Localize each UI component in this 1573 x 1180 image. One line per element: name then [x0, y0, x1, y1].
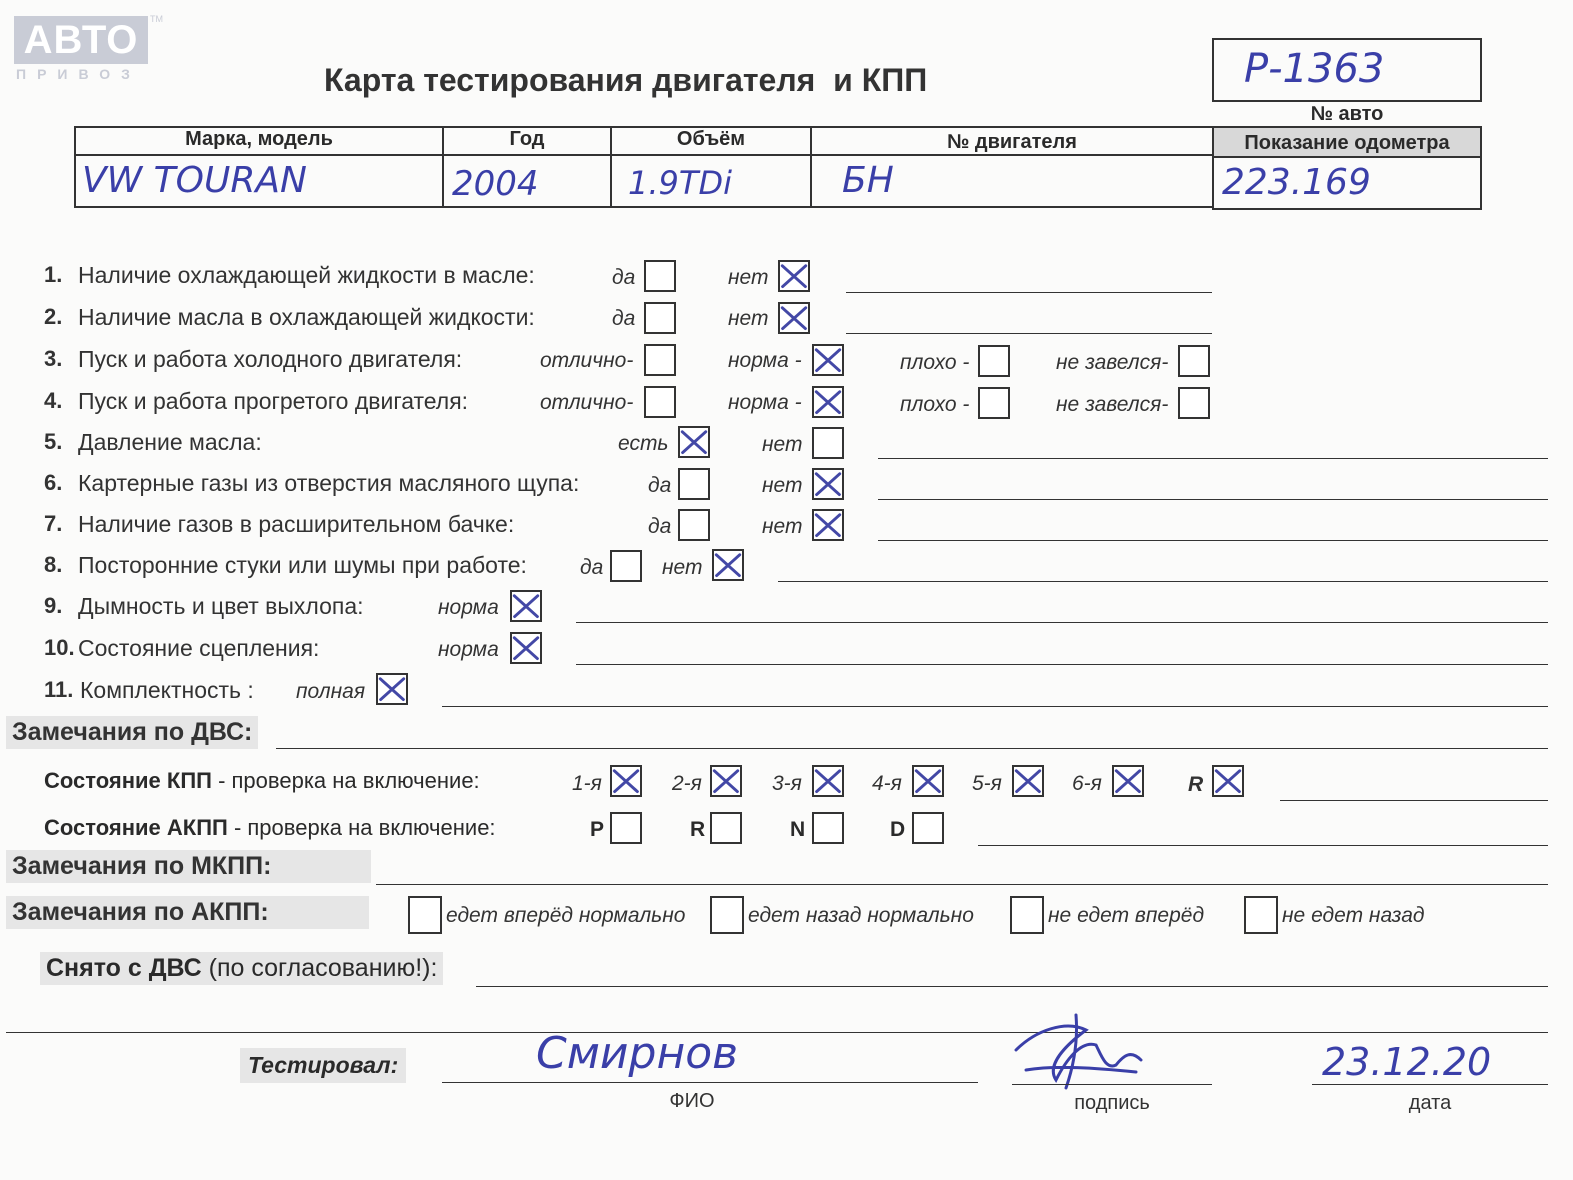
gear-2-checkbox[interactable]	[710, 765, 742, 797]
q2-text: Наличие масла в охлаждающей жидкости:	[78, 304, 535, 330]
akpp-suffix: - проверка на включение:	[227, 815, 496, 840]
th-odometer-label: Показание одометра	[1244, 132, 1450, 154]
q3-excellent-checkbox[interactable]	[644, 344, 676, 376]
no-reverse-label: не едет назад	[1282, 904, 1425, 927]
removed-bold: Снято с ДВС	[46, 954, 202, 982]
q10-num: 10.	[44, 635, 75, 660]
remarks-mkpp-line[interactable]	[376, 884, 1548, 885]
removed-line[interactable]	[476, 986, 1548, 987]
q3-normal-checkbox[interactable]	[812, 344, 844, 376]
th-engine-label: № двигателя	[947, 131, 1077, 153]
q10-note-line[interactable]	[576, 664, 1548, 665]
model-value: VW TOURAN	[82, 160, 307, 201]
no-forward-label: не едет вперёд	[1048, 904, 1205, 927]
q4-opt-nostart: не завелся-	[1056, 393, 1169, 416]
th-year-label: Год	[509, 128, 545, 150]
q5-opt-yes: есть	[618, 432, 669, 455]
q7-opt-no: нет	[762, 515, 803, 538]
gear-3-label: 3-я	[772, 772, 802, 795]
q1-note-line[interactable]	[846, 292, 1212, 293]
gear-1-label: 1-я	[572, 772, 602, 795]
mode-r-label: R	[690, 818, 706, 841]
reverse-ok-label: едет назад нормально	[748, 904, 974, 927]
q8-no-checkbox[interactable]	[712, 549, 744, 581]
q4-opt-bad: плохо -	[900, 393, 970, 416]
page-title: Карта тестирования двигателя и КПП	[324, 62, 928, 98]
signature-caption: подпись	[1074, 1092, 1150, 1114]
gear-5-checkbox[interactable]	[1012, 765, 1044, 797]
removed-label	[40, 952, 443, 985]
q3-opt-excellent: отлично-	[540, 349, 634, 372]
q4-excellent-checkbox[interactable]	[644, 386, 676, 418]
mode-d-checkbox[interactable]	[912, 812, 944, 844]
remarks-engine-label: Замечания по ДВС:	[6, 716, 258, 749]
q8-num: 8.	[44, 552, 63, 577]
q8-yes-checkbox[interactable]	[610, 550, 642, 582]
logo-top: АВТО	[14, 16, 148, 64]
q5-note-line[interactable]	[878, 458, 1548, 459]
q11-full-checkbox[interactable]	[376, 673, 408, 705]
q11-opt-full: полная	[296, 680, 366, 703]
q6-text: Картерные газы из отверстия масляного щупа:	[78, 470, 580, 496]
forward-ok-checkbox[interactable]	[408, 896, 442, 934]
q7-opt-yes: да	[648, 515, 672, 538]
no-forward-checkbox[interactable]	[1010, 896, 1044, 934]
gear-3-checkbox[interactable]	[812, 765, 844, 797]
q11-note-line[interactable]	[442, 706, 1548, 707]
signature-line[interactable]	[1012, 1084, 1212, 1085]
q3-opt-nostart: не завелся-	[1056, 351, 1169, 374]
q2-yes-checkbox[interactable]	[644, 302, 676, 334]
th-model-label: Марка, модель	[185, 128, 333, 150]
q5-text: Давление масла:	[78, 429, 262, 455]
q2-note-line[interactable]	[846, 333, 1212, 334]
q5-opt-no: нет	[762, 433, 803, 456]
q3-nostart-checkbox[interactable]	[1178, 345, 1210, 377]
q9-text: Дымность и цвет выхлопа:	[78, 593, 364, 619]
tested-label: Тестировал:	[240, 1048, 406, 1083]
q4-opt-normal: норма -	[728, 391, 802, 414]
q6-num: 6.	[44, 470, 63, 495]
kpp-suffix: - проверка на включение:	[211, 768, 480, 793]
name-caption: ФИО	[669, 1090, 715, 1112]
remarks-akpp-label: Замечания по АКПП:	[6, 896, 369, 929]
q3-opt-bad: плохо -	[900, 351, 970, 374]
q1-num: 1.	[44, 262, 63, 287]
date-caption: дата	[1408, 1092, 1452, 1114]
year-value: 2004	[452, 164, 539, 204]
th-volume-label: Объём	[676, 128, 746, 150]
volume-value: 1.9TDi	[628, 164, 732, 202]
q2-num: 2.	[44, 304, 63, 329]
gear-6-label: 6-я	[1072, 772, 1102, 795]
remarks-mkpp-label: Замечания по МКПП:	[6, 850, 371, 883]
tester-name: Смирнов	[536, 1028, 739, 1079]
q1-opt-no: нет	[728, 266, 769, 289]
q4-text: Пуск и работа прогретого двигателя:	[78, 388, 469, 414]
mode-d-label: D	[890, 818, 906, 841]
q9-note-line[interactable]	[576, 622, 1548, 623]
mode-n-label: N	[790, 818, 806, 841]
q3-text: Пуск и работа холодного двигателя:	[78, 346, 463, 372]
q9-opt-normal: норма	[438, 596, 499, 619]
q8-opt-no: нет	[662, 556, 703, 579]
separator-line	[6, 1032, 1548, 1033]
kpp-note-line[interactable]	[1280, 800, 1548, 801]
q6-opt-no: нет	[762, 474, 803, 497]
logo-bottom: ПРИВОЗ	[16, 66, 141, 82]
mode-p-label: P	[590, 818, 605, 841]
gear-2-label: 2-я	[672, 772, 702, 795]
kpp-title: Состояние КПП	[44, 768, 212, 793]
q3-num: 3.	[44, 346, 63, 371]
q6-no-checkbox[interactable]	[812, 468, 844, 500]
gear-4-checkbox[interactable]	[912, 765, 944, 797]
gear-r-label: R	[1188, 773, 1204, 796]
q8-note-line[interactable]	[778, 581, 1548, 582]
mode-p-checkbox[interactable]	[610, 812, 642, 844]
q6-note-line[interactable]	[878, 499, 1548, 500]
name-line[interactable]	[442, 1082, 978, 1083]
q4-nostart-checkbox[interactable]	[1178, 387, 1210, 419]
gear-r-checkbox[interactable]	[1212, 765, 1244, 797]
gear-6-checkbox[interactable]	[1112, 765, 1144, 797]
q4-opt-excellent: отлично-	[540, 391, 634, 414]
q1-yes-checkbox[interactable]	[644, 260, 676, 292]
q1-opt-yes: да	[612, 266, 636, 289]
q7-note-line[interactable]	[878, 540, 1548, 541]
q8-opt-yes: да	[580, 556, 604, 579]
q6-yes-checkbox[interactable]	[678, 468, 710, 500]
q9-num: 9.	[44, 593, 63, 618]
mode-n-checkbox[interactable]	[812, 812, 844, 844]
q5-no-checkbox[interactable]	[812, 427, 844, 459]
odometer-value: 223.169	[1222, 162, 1371, 203]
q3-opt-normal: норма -	[728, 349, 802, 372]
q11-num: 11.	[44, 677, 74, 702]
akpp-note-line[interactable]	[978, 845, 1548, 846]
q2-opt-no: нет	[728, 307, 769, 330]
q7-yes-checkbox[interactable]	[678, 509, 710, 541]
q2-no-checkbox[interactable]	[778, 302, 810, 334]
q9-normal-checkbox[interactable]	[510, 590, 542, 622]
gear-1-checkbox[interactable]	[610, 765, 642, 797]
auto-no-label: № авто	[1310, 103, 1384, 125]
gear-4-label: 4-я	[872, 772, 902, 795]
remarks-engine-line[interactable]	[276, 748, 1548, 749]
removed-rest: (по согласованию!):	[201, 954, 438, 982]
gear-5-label: 5-я	[972, 772, 1002, 795]
akpp-row	[44, 815, 496, 841]
q5-num: 5.	[44, 429, 63, 454]
date-value: 23.12.20	[1322, 1040, 1492, 1084]
reverse-ok-checkbox[interactable]	[710, 896, 744, 934]
q2-opt-yes: да	[612, 307, 636, 330]
q11-text: Комплектность :	[80, 677, 254, 703]
q10-text: Состояние сцепления:	[78, 635, 320, 661]
q6-opt-yes: да	[648, 474, 672, 497]
q4-bad-checkbox[interactable]	[978, 387, 1010, 419]
q10-opt-normal: норма	[438, 638, 499, 661]
date-line[interactable]	[1312, 1084, 1548, 1085]
no-reverse-checkbox[interactable]	[1244, 896, 1278, 934]
q10-normal-checkbox[interactable]	[510, 632, 542, 664]
kpp-row	[44, 768, 480, 794]
q7-num: 7.	[44, 511, 63, 536]
logo-tm: TM	[150, 14, 163, 24]
forward-ok-label: едет вперёд нормально	[446, 904, 686, 927]
signature-image	[1006, 1010, 1156, 1090]
q7-text: Наличие газов в расширительном бачке:	[78, 511, 515, 537]
q3-bad-checkbox[interactable]	[978, 345, 1010, 377]
q1-no-checkbox[interactable]	[778, 260, 810, 292]
engine-value: БН	[842, 160, 894, 201]
q8-text: Посторонние стуки или шумы при работе:	[78, 552, 527, 578]
auto-no-value: Р-1363	[1244, 46, 1385, 92]
q4-normal-checkbox[interactable]	[812, 386, 844, 418]
q1-text: Наличие охлаждающей жидкости в масле:	[78, 262, 535, 288]
akpp-title: Состояние АКПП	[44, 815, 228, 840]
q7-no-checkbox[interactable]	[812, 509, 844, 541]
mode-r-checkbox[interactable]	[710, 812, 742, 844]
q5-yes-checkbox[interactable]	[678, 426, 710, 458]
logo	[14, 14, 163, 84]
q4-num: 4.	[44, 388, 63, 413]
